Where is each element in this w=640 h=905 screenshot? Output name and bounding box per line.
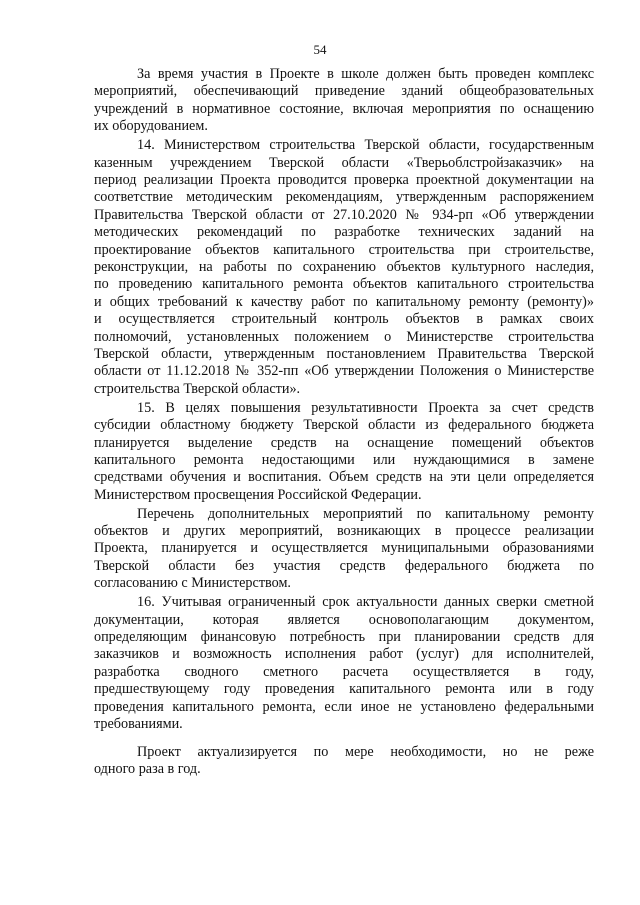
text-line: средствами обучения и воспитания. Объем средств на эти цели определяется <box>94 469 594 486</box>
paragraph-p-14 <box>94 137 594 398</box>
text-line: одного раза в год. <box>94 761 201 778</box>
paragraph-p-16 <box>94 594 594 733</box>
text-line: разработка сводного сметного расчета осуществляется в году, <box>94 663 594 680</box>
text-line: реконструкции, на работы по сохранению объектов культурного наследия, <box>94 258 594 275</box>
text-line: объектов и других мероприятий, возникающих в процессе реализации <box>94 523 594 540</box>
text-line: полномочий, установленных положением о Министерстве строительства <box>94 328 594 345</box>
document-body <box>94 66 594 780</box>
text-line: капитального ремонта недостающими или нуждающимися в замене <box>94 451 594 468</box>
text-line: субсидии областному бюджету Тверской области из федерального бюджета <box>94 417 594 434</box>
text-line: документации, которая является основополагающим документом, <box>94 611 594 628</box>
text-line: по проведению капитального ремонта объектов капитального строительства <box>94 276 594 293</box>
paragraph-p-15 <box>94 400 594 504</box>
text-line: заказчиков и возможность исполнения работ (услуг) для исполнителей, <box>94 646 594 663</box>
text-line: Перечень дополнительных мероприятий по капитальному ремонту <box>137 505 594 522</box>
paragraph-p-final <box>94 744 594 779</box>
text-line: 14. Министерством строительства Тверской области, государственным <box>137 137 594 154</box>
text-line: предшествующему году проведения капитального ремонта или в году <box>94 681 594 698</box>
text-line: их оборудованием. <box>94 118 208 135</box>
text-line: Проект актуализируется по мере необходимости, но не реже <box>137 743 594 760</box>
text-line: требованиями. <box>94 716 183 733</box>
text-line: Министерством просвещения Российской Федерации. <box>94 486 422 503</box>
text-line: 15. В целях повышения результативности Проекта за счет средств <box>137 399 594 416</box>
text-line: определяющим финансовую потребность при планировании средств для <box>94 629 594 645</box>
text-line: соответствие методическим рекомендациям, утвержденным распоряжением <box>94 189 594 206</box>
text-line: методических рекомендаций по разработке технических заданий на <box>94 224 594 241</box>
text-line: Правительства Тверской области от 27.10.2020 № 934-рп «Об утверждении <box>94 206 594 223</box>
text-line: проектирование объектов капитального строительства при строительстве, <box>94 241 594 258</box>
paragraph-p-list <box>94 506 594 593</box>
page-number: 54 <box>313 42 327 57</box>
text-line: период реализации Проекта проводится проверка проектной документации на <box>94 171 594 188</box>
text-line: проведения капитального ремонта, если иное не установлено федеральными <box>94 698 594 715</box>
text-line: области от 11.12.2018 № 352-пп «Об утверждении Положения о Министерстве <box>94 363 594 380</box>
paragraph-spacer <box>94 735 594 744</box>
text-line: согласованию с Министерством. <box>94 575 291 592</box>
text-line: Тверской области, утвержденным постановлением Правительства Тверской <box>94 346 594 362</box>
paragraph-p-intro <box>94 66 594 136</box>
text-line: и осуществляется строительный контроль объектов в рамках своих <box>94 311 594 328</box>
text-line: строительства Тверской области». <box>94 380 301 397</box>
text-line: За время участия в Проекте в школе должен быть проведен комплекс <box>137 66 594 82</box>
text-line: и общих требований к качеству работ по капитальному ремонту (ремонту)» <box>94 293 594 310</box>
text-line: 16. Учитывая ограниченный срок актуальности данных сверки сметной <box>137 594 594 611</box>
text-line: Проекта, планируется и осуществляется муниципальными образованиями <box>94 540 594 557</box>
text-line: Тверской области без участия средств федерального бюджета по <box>94 557 594 574</box>
text-line: учреждений в нормативное состояние, включая мероприятия по оснащению <box>94 100 594 117</box>
text-line: мероприятий, обеспечивающий приведение зданий общеобразовательных <box>94 83 594 100</box>
text-line: планируется выделение средств на оснащение помещений объектов <box>94 434 594 451</box>
text-line: казенным учреждением Тверской области «Тверьоблстройзаказчик» на <box>94 154 594 171</box>
